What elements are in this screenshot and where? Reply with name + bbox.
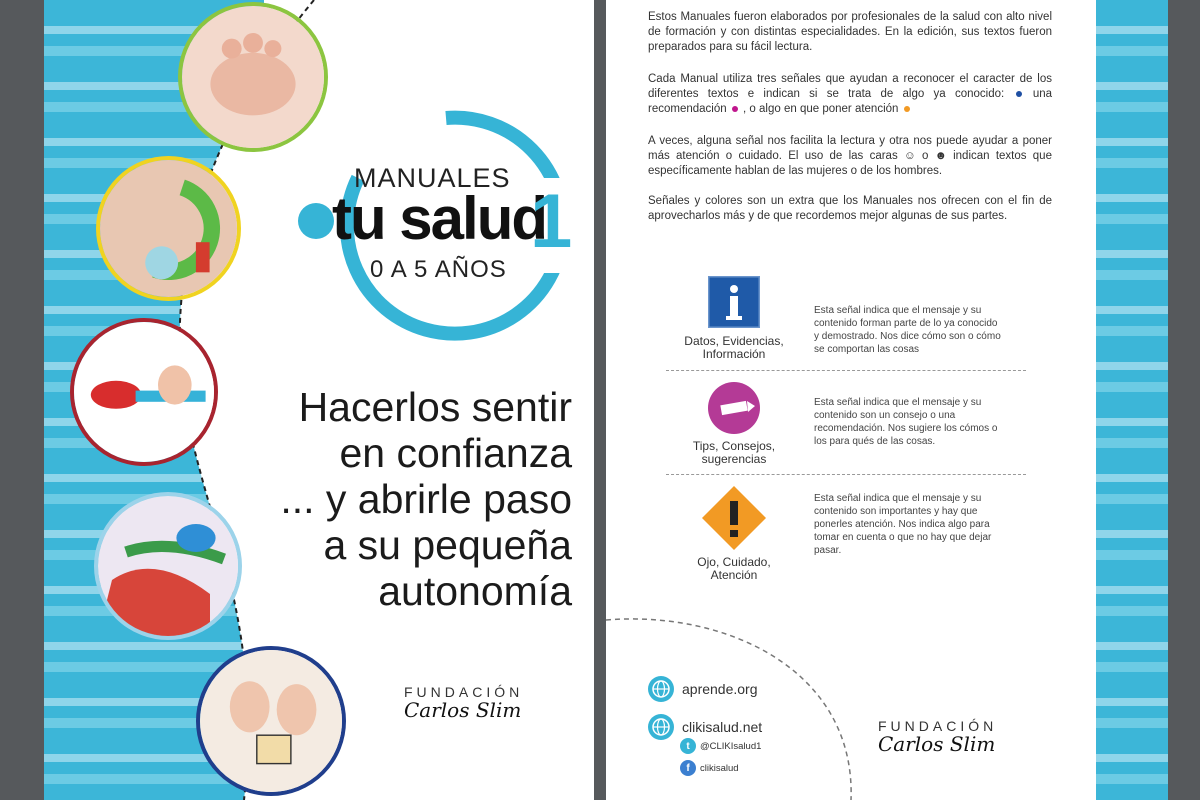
signal-3-caption-line-2: Atención bbox=[710, 568, 758, 582]
photo-toy-ring bbox=[96, 156, 241, 301]
back-dashed-curve bbox=[606, 610, 906, 800]
headline-line-5: autonomía bbox=[378, 568, 572, 614]
headline-line-3: ... y abrirle paso bbox=[280, 476, 572, 522]
signal-2-caption bbox=[674, 440, 794, 466]
bullet-orange-icon bbox=[904, 106, 910, 112]
link-aprende[interactable] bbox=[648, 676, 758, 702]
photo-paint-hands bbox=[94, 492, 242, 640]
link-clikisalud[interactable] bbox=[648, 714, 762, 740]
intro-paragraph-1: Estos Manuales fueron elaborados por profesionales de la salud con alto nivel de formación y con distintas especialidades. En la edición, sus textos fueron preparados para su fácil lectura. bbox=[648, 11, 1052, 53]
bullet-blue-icon bbox=[1016, 91, 1022, 97]
woman-face-icon: ☺ bbox=[903, 150, 916, 162]
cover-headline bbox=[280, 384, 572, 614]
intro-p2-a: Cada Manual utiliza tres señales que ayudan a reconocer el caracter de los diferentes textos e indican si se trata de algo ya conocido: bbox=[648, 73, 1052, 100]
carlos-slim-signature: Carlos Slim bbox=[404, 698, 522, 722]
back-fundacion-label: FUNDACIÓN bbox=[878, 718, 998, 734]
headline-line-2: en confianza bbox=[339, 430, 572, 476]
back-page bbox=[606, 0, 1168, 800]
info-icon bbox=[708, 276, 760, 328]
intro-p3-a: A veces, alguna señal nos facilita la lectura y otra nos puede ayudar a poner más atención o cuidado. El uso de las caras bbox=[648, 135, 1052, 162]
brand-number: 1 bbox=[530, 179, 573, 264]
facebook-handle: clikisalud bbox=[700, 762, 739, 774]
link-aprende-text: aprende.org bbox=[682, 681, 758, 697]
signal-3-description: Esta señal indica que el mensaje y su contenido son importantes y hay que ponerles atención. Nos indica algo para tomar en cuenta o que no hay que dejar pasar. bbox=[814, 493, 992, 556]
signal-2-caption-line-2: sugerencias bbox=[701, 452, 767, 466]
twitter-icon: t bbox=[680, 738, 696, 754]
cover-page bbox=[44, 0, 594, 800]
intro-paragraph-3 bbox=[648, 134, 1052, 179]
signal-3-caption-line-1: Ojo, Cuidado, bbox=[697, 555, 771, 569]
fundacion-label: FUNDACIÓN bbox=[404, 684, 524, 700]
globe-icon bbox=[648, 676, 674, 702]
facebook-icon: f bbox=[680, 760, 696, 776]
back-carlos-slim-signature: Carlos Slim bbox=[878, 732, 996, 756]
intro-p3-c: indican textos que específicamente hablan de las mujeres o de los hombres. bbox=[648, 150, 1052, 177]
bullet-pink-icon bbox=[732, 106, 738, 112]
signal-1-caption-line-2: Información bbox=[702, 347, 766, 361]
man-face-icon: ☻ bbox=[934, 150, 947, 162]
headline-line-1: Hacerlos sentir bbox=[298, 384, 572, 430]
signal-1-caption-line-1: Datos, Evidencias, bbox=[684, 334, 784, 348]
headline-line-4: a su pequeña bbox=[323, 522, 572, 568]
intro-p3-b: o bbox=[922, 150, 929, 162]
intro-p2-c: , o algo en que poner atención bbox=[743, 103, 899, 115]
brand-main: tu salud bbox=[332, 185, 547, 252]
intro-paragraph-4: Señales y colores son un extra que los Manuales nos ofrecen con el fin de aprovecharlos más y de que recordemos mejor algunas de sus partes. bbox=[648, 195, 1052, 222]
globe-icon bbox=[648, 714, 674, 740]
signal-2-description: Esta señal indica que el mensaje y su contenido son un consejo o una recomendación. Nos sugiere los cómos o los para qués de las cosas. bbox=[814, 397, 998, 447]
intro-paragraph-2 bbox=[648, 72, 1052, 117]
intro-p2-b: una recomendación bbox=[648, 88, 1052, 115]
back-stripes bbox=[1096, 0, 1168, 800]
signal-1-caption bbox=[674, 335, 794, 361]
signal-3-caption bbox=[674, 556, 794, 582]
photo-baby-foot bbox=[178, 2, 328, 152]
twitter-handle: @CLIKIsalud1 bbox=[700, 740, 762, 752]
signal-1-description: Esta señal indica que el mensaje y su contenido forman parte de lo ya conocido y demostrado. Nos dice cómo son o cómo se comportan las cosas bbox=[814, 305, 1001, 355]
photo-blocks bbox=[196, 646, 346, 796]
link-twitter[interactable] bbox=[680, 738, 761, 754]
brand-top: MANUALES bbox=[354, 163, 511, 193]
brand-dot bbox=[298, 203, 334, 239]
brand-age: 0 A 5 AÑOS bbox=[370, 256, 507, 283]
link-facebook[interactable] bbox=[680, 760, 739, 776]
pencil-icon bbox=[708, 382, 760, 434]
link-clikisalud-text: clikisalud.net bbox=[682, 719, 763, 735]
signal-divider-2 bbox=[666, 474, 1026, 475]
warning-icon bbox=[702, 486, 766, 550]
signal-divider-1 bbox=[666, 370, 1026, 371]
photo-spoon bbox=[70, 318, 218, 466]
signal-2-caption-line-1: Tips, Consejos, bbox=[692, 439, 776, 453]
